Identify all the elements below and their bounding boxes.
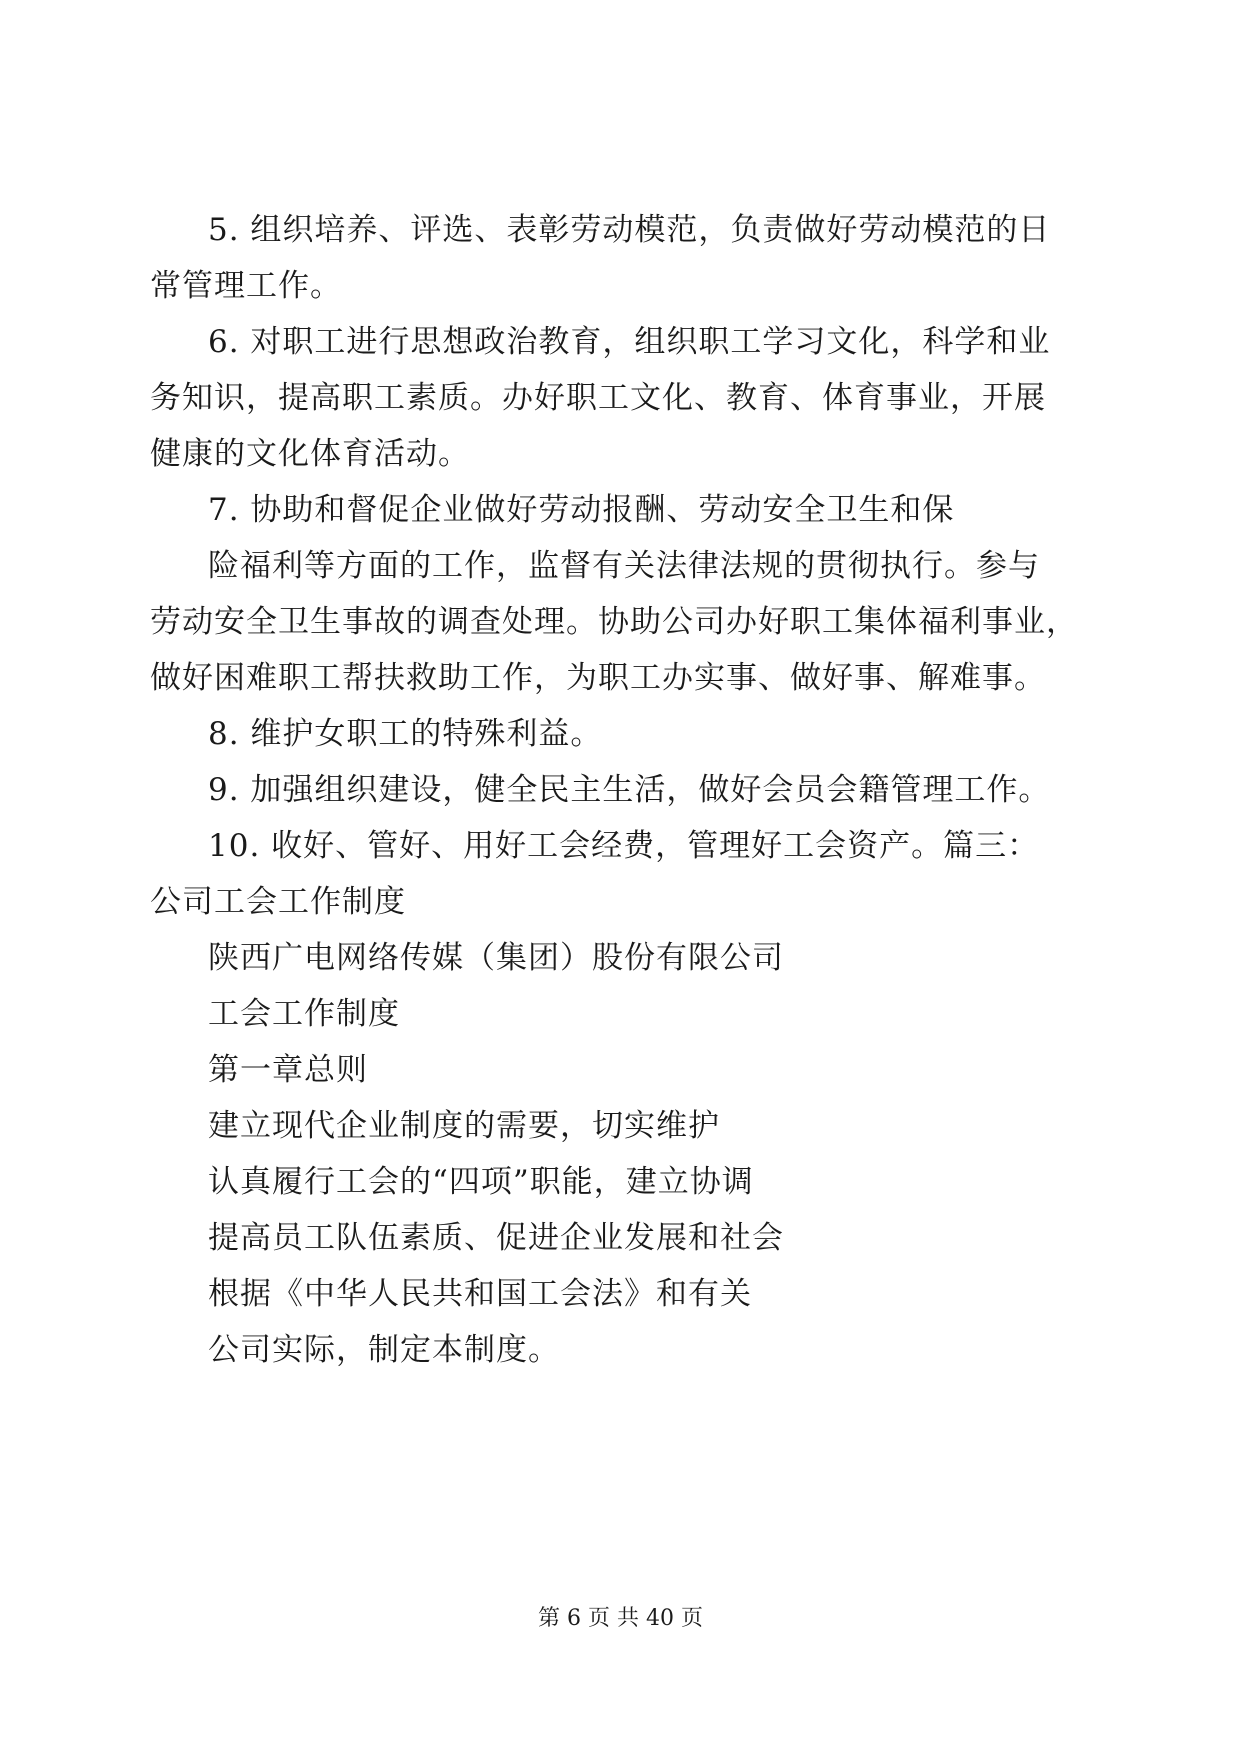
paragraph-line: 10. 收好、管好、用好工会经费，管理好工会资产。篇三： (208, 828, 1040, 864)
company-name: 陕西广电网络传媒（集团）股份有限公司 (208, 940, 784, 976)
paragraph-line: 6. 对职工进行思想政治教育，组织职工学习文化，科学和业 (208, 324, 1051, 360)
document-title: 工会工作制度 (208, 996, 400, 1032)
paragraph-line: 认真履行工会的“四项”职能，建立协调 (208, 1164, 754, 1200)
paragraph-line: 建立现代企业制度的需要，切实维护 (208, 1108, 720, 1144)
paragraph-line: 劳动安全卫生事故的调查处理。协助公司办好职工集体福利事业， (150, 604, 1078, 640)
paragraph-line: 健康的文化体育活动。 (150, 436, 470, 472)
paragraph-line: 险福利等方面的工作，监督有关法律法规的贯彻执行。参与 (208, 548, 1040, 584)
paragraph-line: 根据《中华人民共和国工会法》和有关 (208, 1276, 752, 1312)
paragraph-line: 8. 维护女职工的特殊利益。 (208, 716, 603, 752)
paragraph-line: 做好困难职工帮扶救助工作，为职工办实事、做好事、解难事。 (150, 660, 1046, 696)
paragraph-line: 9. 加强组织建设，健全民主生活，做好会员会籍管理工作。 (208, 772, 1051, 808)
paragraph-line: 5. 组织培养、评选、表彰劳动模范，负责做好劳动模范的日 (208, 212, 1051, 248)
paragraph-line: 7. 协助和督促企业做好劳动报酬、劳动安全卫生和保 (208, 492, 955, 528)
section-heading: 公司工会工作制度 (150, 884, 406, 920)
chapter-heading: 第一章总则 (208, 1052, 368, 1088)
paragraph-line: 常管理工作。 (150, 268, 342, 304)
paragraph-line: 务知识，提高职工素质。办好职工文化、教育、体育事业，开展 (150, 380, 1046, 416)
paragraph-line: 公司实际，制定本制度。 (208, 1332, 560, 1368)
paragraph-line: 提高员工队伍素质、促进企业发展和社会 (208, 1220, 784, 1256)
page-number-footer: 第 6 页 共 40 页 (538, 1606, 703, 1631)
